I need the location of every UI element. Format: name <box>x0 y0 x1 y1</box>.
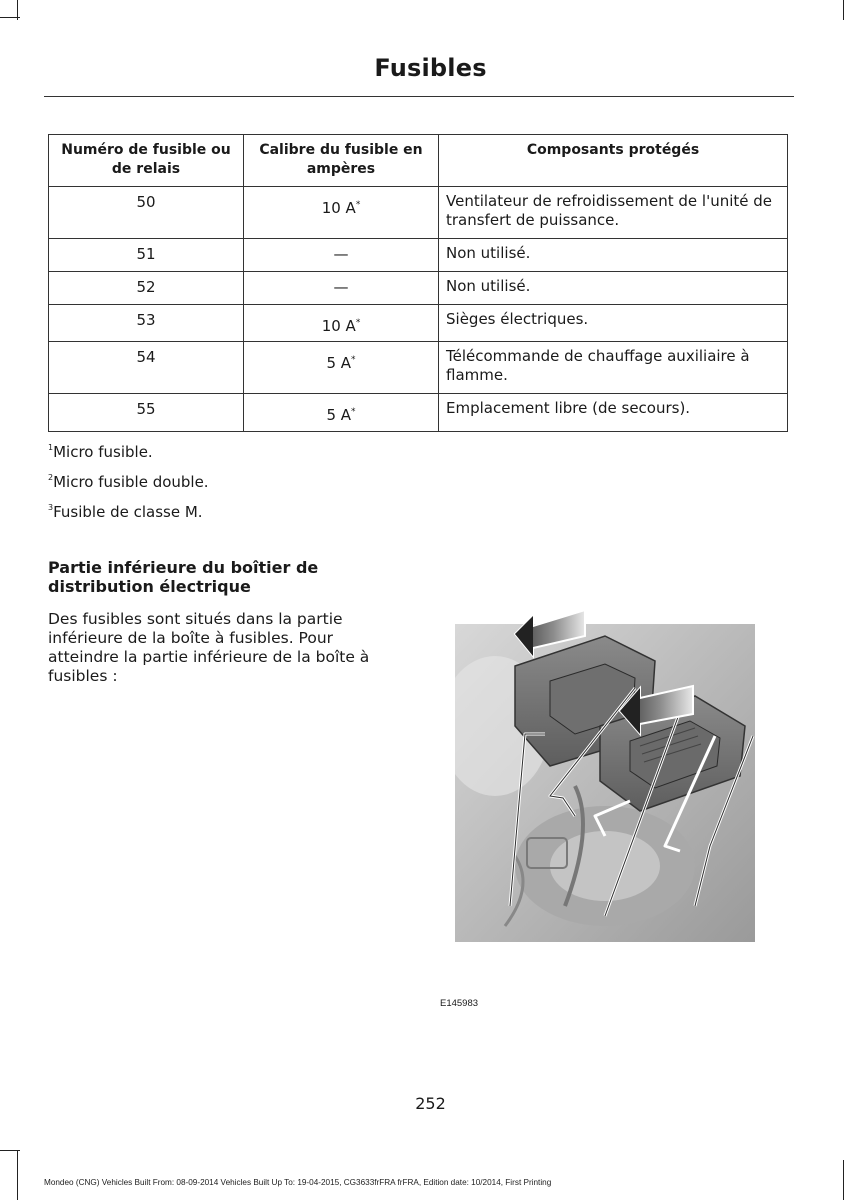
page-title: Fusibles <box>374 54 487 82</box>
crop-mark <box>843 1160 844 1200</box>
table-row <box>49 187 788 239</box>
table-row <box>49 239 788 272</box>
protected-component: Emplacement libre (de secours). <box>439 394 788 432</box>
rating-footnote-mark: * <box>355 200 361 210</box>
fuse-number: 54 <box>49 342 244 394</box>
table-row <box>49 342 788 394</box>
rating-value: 10 A <box>321 199 356 217</box>
footnote <box>48 471 209 501</box>
table-row <box>49 272 788 305</box>
illustration-code: E145983 <box>440 998 479 1009</box>
crop-mark <box>0 17 20 18</box>
section-heading: Partie inférieure du boîtier de distribution électrique <box>48 558 319 596</box>
crop-mark <box>843 0 844 20</box>
protected-component: Non utilisé. <box>439 272 788 305</box>
fuse-rating <box>244 272 439 305</box>
crop-mark <box>17 1150 18 1200</box>
fuse-number: 50 <box>49 187 244 239</box>
table-header-row <box>49 135 788 187</box>
rating-value: — <box>333 245 349 263</box>
header-fuse-rating: Calibre du fusible en ampères <box>244 135 439 187</box>
rating-value: 5 A <box>326 406 352 424</box>
page-number: 252 <box>415 1094 446 1113</box>
rating-footnote-mark: * <box>355 318 361 328</box>
rating-footnote-mark: * <box>351 407 356 417</box>
footnote <box>48 501 209 531</box>
fuse-box-illustration <box>455 606 755 942</box>
protected-component: Ventilateur de refroidissement de l'unité de transfert de puissance. <box>439 187 788 239</box>
crop-mark <box>0 1150 20 1151</box>
fuse-rating <box>244 305 439 342</box>
fuse-number: 55 <box>49 394 244 432</box>
fuse-number: 52 <box>49 272 244 305</box>
footnote-mark: 3 <box>48 503 54 512</box>
protected-component: Télécommande de chauffage auxiliaire à flamme. <box>439 342 788 394</box>
protected-component: Sièges électriques. <box>439 305 788 342</box>
rating-value: 5 A <box>326 354 352 372</box>
protected-component: Non utilisé. <box>439 239 788 272</box>
rating-value: 10 A <box>321 317 356 335</box>
title-divider <box>44 96 794 97</box>
table-row <box>49 305 788 342</box>
fuse-rating <box>244 187 439 239</box>
fuse-rating <box>244 394 439 432</box>
footnote-text: Micro fusible. <box>53 443 153 461</box>
table-row <box>49 394 788 432</box>
footnote-mark: 1 <box>48 443 54 452</box>
header-fuse-number: Numéro de fusible ou de relais <box>49 135 244 187</box>
fuse-rating <box>244 239 439 272</box>
fuse-table <box>48 134 788 432</box>
rating-value: — <box>333 278 349 296</box>
footnote-text: Micro fusible double. <box>53 473 209 491</box>
footnote <box>48 441 209 471</box>
footnotes <box>48 441 209 531</box>
header-protected-components: Composants protégés <box>439 135 788 187</box>
footer-text: Mondeo (CNG) Vehicles Built From: 08-09-2014 Vehicles Built Up To: 19-04-2015, CG3633frFRA frFRA, Edition date: 10/2014, First Printing <box>44 1178 552 1187</box>
rating-footnote-mark: * <box>351 355 356 365</box>
section-body: Des fusibles sont situés dans la partie inférieure de la boîte à fusibles. Pour atteindre la partie inférieure de la boîte à fusibles : <box>48 610 370 685</box>
fuse-number: 53 <box>49 305 244 342</box>
fuse-rating <box>244 342 439 394</box>
footnote-mark: 2 <box>48 473 54 482</box>
fuse-number: 51 <box>49 239 244 272</box>
footnote-text: Fusible de classe M. <box>53 503 203 521</box>
